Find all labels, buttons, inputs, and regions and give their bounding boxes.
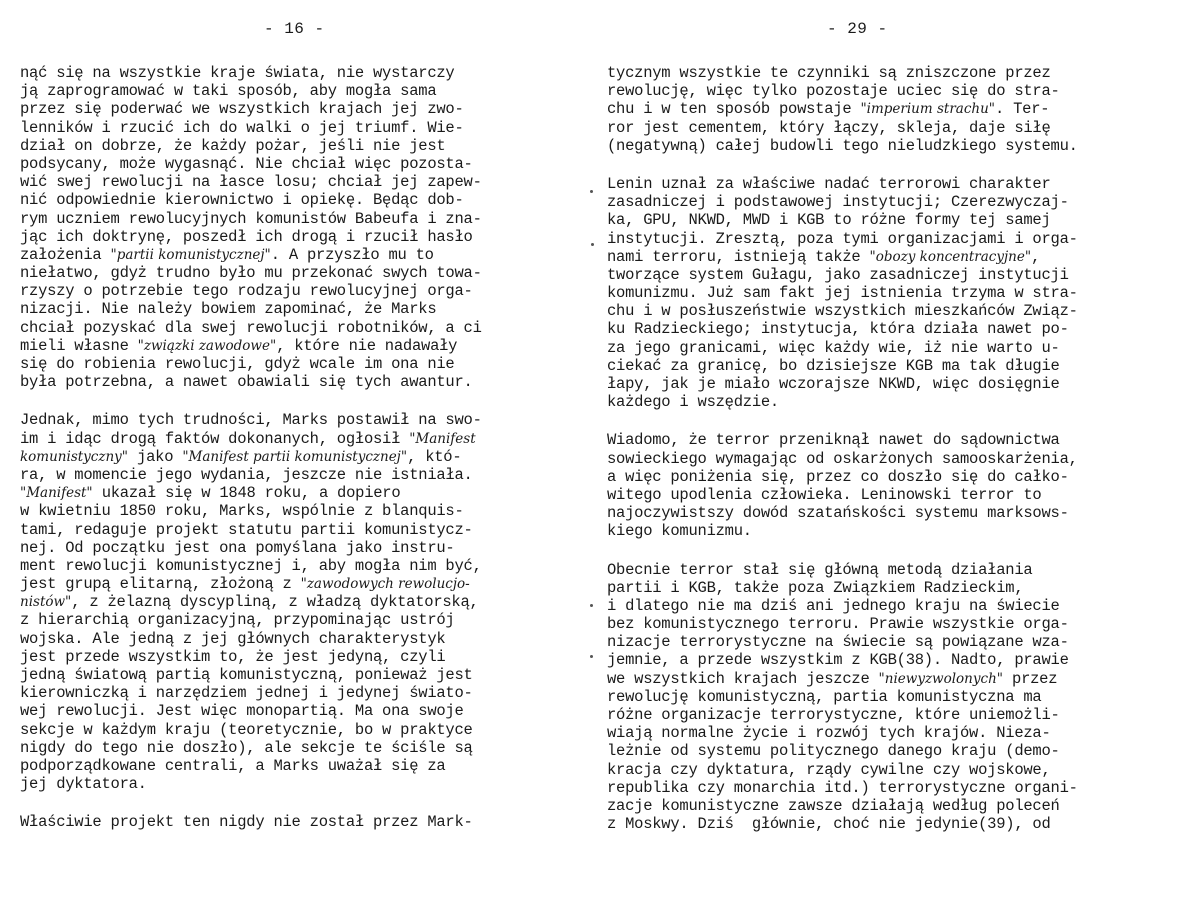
text-line: tycznym wszystkie te czynniki są zniszczone przez: [607, 64, 1051, 82]
text-line: wić swej rewolucji na łasce losu; chciał jej zapew-: [20, 173, 482, 192]
text-line: przez się poderwać we wszystkich krajach jej zwo-: [20, 100, 464, 119]
text-line: bez komunistycznego terroru. Prawie wszystkie orga-: [607, 615, 1069, 634]
text-line: jest grupą elitarną, złożoną z "zawodowych rewolucjo-: [20, 575, 470, 594]
text-line: wojska. Ale jedną z jej głównych charakterystyk: [20, 629, 446, 648]
text-line: rym uczniem rewolucyjnych komunistów Babeufa i zna-: [20, 209, 482, 228]
italic-quote: "Manifest: [409, 430, 476, 447]
text-line: komunistyczny" jako "Manifest partii komunistycznej", któ-: [20, 447, 462, 466]
text-line: rzyszy o potrzebie tego rodzaju rewolucyjnej orga-: [20, 282, 473, 301]
text-line: dział on dobrze, że każdy pożar, jeśli nie jest: [20, 136, 446, 155]
text-line: różne organizacje terrorystyczne, które uniemożli-: [607, 706, 1060, 724]
italic-quote: "obozy koncentracyjne": [869, 248, 1032, 265]
text-line: partii i KGB, także poza Związkiem Radzieckim,: [607, 578, 1024, 597]
text-line: się do robienia rewolucji, gdyż wcale im ona nie: [20, 355, 455, 373]
text-line: rewolucję, więc tylko pozostaje uciec się do stra-: [607, 82, 1060, 101]
text-line: nigdy do tego nie doszło), ale sekcje te ściśle są: [20, 738, 473, 757]
italic-quote: komunistyczny": [20, 448, 128, 465]
italic-quote: "niewyzwolonych": [878, 670, 1003, 687]
text-line: wiają normalne życie i rozwój tych krajów. Nieza-: [607, 724, 1051, 743]
text-line: komunizmu. Już sam fakt jej istnienia trzyma w stra-: [607, 284, 1078, 303]
text-line: jest przede wszystkim to, że jest jedyną, czyli: [20, 647, 446, 666]
text-line: leżnie od systemu politycznego danego kraju (demo-: [607, 742, 1060, 761]
text-line: chu i w posłuszeństwie wszystkich mieszkańców Związ-: [607, 302, 1078, 321]
text-line: Wiadomo, że terror przeniknął nawet do sądownictwa: [607, 431, 1060, 450]
text-line: republika czy monarchia itd.) terrorystyczne organi-: [607, 778, 1078, 797]
text-line: mieli własne "związki zawodowe", które nie nadawały: [20, 336, 458, 355]
text-line: nistów", z żelazną dyscypliną, z władzą dyktatorską,: [20, 593, 479, 612]
text-line: "Manifest" ukazał się w 1848 roku, a dopiero: [20, 484, 401, 503]
text-line: podsycany, może wygasnąć. Nie chciał więc pozosta-: [20, 154, 473, 173]
paragraph-gap: [607, 155, 1167, 175]
scan-speck: [590, 604, 593, 607]
text-line: ka, GPU, NKWD, MWD i KGB to różne formy tej samej: [607, 211, 1051, 230]
text-line: jąc ich doktrynę, poszedł ich drogą i rzucił hasło: [20, 227, 473, 246]
text-line: nej. Od początku jest ona pomyślana jako instru-: [20, 538, 455, 557]
text-line: nąć się na wszystkie kraje świata, nie wystarczy: [20, 64, 455, 82]
text-line: ją zaprogramować w taki sposób, aby mogła sama: [20, 82, 437, 101]
text-line: nić odpowiednie kierownictwo i opiekę. Będąc dob-: [20, 191, 464, 210]
paragraph-gap: [20, 793, 580, 813]
text-line: z Moskwy. Dziś głównie, choć nie jedynie(39), od: [607, 815, 1051, 834]
text-line: za jego granicami, więc każdy wie, iż nie warto u-: [607, 338, 1060, 357]
text-line: podporządkowane centrali, a Marks uważał się za: [20, 756, 446, 775]
text-line: zacje komunistyczne zawsze działają według poleceń: [607, 796, 1060, 815]
scan-speck: [590, 190, 593, 193]
text-line: (negatywną) całej budowli tego nieludzkiego systemu.: [607, 136, 1078, 155]
text-line: instytucji. Zresztą, poza tymi organizacjami i orga-: [607, 229, 1078, 248]
paragraph-gap: [20, 391, 580, 411]
text-line: ku Radzieckiego; instytucja, która działa nawet po-: [607, 320, 1069, 339]
text-line: im i idąc drogą faktów dokonanych, ogłosił "Manifest: [20, 429, 476, 448]
text-line: Obecnie terror stał się główną metodą działania: [607, 560, 1033, 579]
text-line: wej rewolucji. Jest więc monopartią. Ma ona swoje: [20, 702, 464, 721]
text-line: sekcje w każdym kraju (teoretycznie, bo w praktyce: [20, 720, 473, 739]
text-line: witego upodlenia człowieka. Leninowski terror to: [607, 485, 1042, 504]
page-text: [20, 64, 580, 832]
text-line: rewolucję komunistyczną, partia komunistyczna ma: [607, 687, 1042, 706]
text-line: chu i w ten sposób powstaje "imperium strachu". Ter-: [607, 100, 1050, 119]
scan-speck: [590, 655, 593, 658]
italic-quote: "imperium strachu": [860, 101, 995, 118]
text-line: i dlatego nie ma dziś ani jednego kraju na świecie: [607, 596, 1060, 615]
text-line: jemnie, a przede wszystkim z KGB(38). Nadto, prawie: [607, 651, 1069, 670]
text-line: w kwietniu 1850 roku, Marks, wspólnie z blanquis-: [20, 502, 464, 521]
italic-quote: nistów": [20, 594, 72, 611]
paragraph-gap: [607, 541, 1167, 561]
left-page: [20, 0, 580, 899]
text-line: lenników i rzucić ich do walki o jej triumf. Wie-: [20, 118, 464, 137]
text-line: zasadniczej i podstawowej instytucji; Czerezwyczaj-: [607, 193, 1069, 212]
text-line: we wszystkich krajach jeszcze "niewyzwolonych" przez: [607, 669, 1058, 688]
text-line: jedną światową partią komunistyczną, ponieważ jest: [20, 666, 473, 684]
page-number: - 29 -: [827, 20, 888, 38]
text-line: niełatwo, gdyż trudno było mu przekonać swych towa-: [20, 264, 482, 283]
text-line: ment rewolucji komunistycznej i, aby mogła nim być,: [20, 556, 482, 575]
text-line: Właściwie projekt ten nigdy nie został przez Mark-: [20, 813, 473, 832]
italic-quote: "partii komunistycznej": [110, 246, 271, 263]
text-line: a więc poniżenia się, przez co doszło się do całko-: [607, 467, 1069, 486]
text-line: najoczywistszy dowód szatańskości systemu marksows-: [607, 504, 1069, 523]
italic-quote: "zawodowych rewolucjo-: [300, 576, 470, 593]
text-line: tami, redaguje projekt statutu partii komunistycz-: [20, 520, 473, 539]
text-line: Jednak, mimo tych trudności, Marks postawił na swo-: [20, 411, 482, 430]
page-text: [607, 64, 1167, 833]
page-number: - 16 -: [264, 20, 325, 38]
paragraph-gap: [607, 411, 1167, 431]
text-line: nami terroru, istnieją także "obozy koncentracyjne",: [607, 247, 1041, 266]
text-line: każdego i wszędzie.: [607, 393, 779, 412]
italic-quote: "Manifest": [20, 485, 93, 502]
scan-speck: [591, 243, 594, 246]
text-line: ciekać za granicę, bo dzisiejsze KGB ma tak długie: [607, 356, 1060, 375]
right-page: [607, 0, 1167, 899]
text-line: sowieckiego wymagając od oskarżonych samooskarżenia,: [607, 449, 1078, 468]
text-line: chciał pozyskać dla swej rewolucji robotników, a ci: [20, 318, 482, 337]
text-line: ror jest cementem, który łączy, skleja, daje siłę: [607, 118, 1051, 137]
text-line: ra, w momencie jego wydania, jeszcze nie istniała.: [20, 465, 473, 484]
text-line: łapy, jak je miało wczorajsze NKWD, więc dosięgnie: [607, 375, 1060, 393]
text-line: nizacji. Nie należy bowiem zapominać, że Marks: [20, 300, 437, 319]
italic-quote: "związki zawodowe": [137, 337, 277, 354]
text-line: założenia "partii komunistycznej". A przyszło mu to: [20, 245, 434, 264]
text-line: była potrzebna, a nawet obawiali się tych awantur.: [20, 373, 473, 392]
text-line: nizacje terrorystyczne na świecie są powiązane wza-: [607, 633, 1069, 652]
text-line: jej dyktatora.: [20, 775, 147, 794]
text-line: kracja czy dyktatura, rządy cywilne czy wojskowe,: [607, 760, 1051, 779]
text-line: kiego komunizmu.: [607, 522, 752, 541]
text-line: kierowniczką i narzędziem jednej i jedynej świato-: [20, 684, 473, 703]
text-line: tworzące system Gułagu, jako zasadniczej instytucji: [607, 265, 1069, 284]
text-line: z hierarchią organizacyjną, przypominając ustrój: [20, 611, 455, 630]
italic-quote: "Manifest partii komunistycznej": [182, 448, 408, 465]
text-line: Lenin uznał za właściwe nadać terrorowi charakter: [607, 174, 1051, 193]
